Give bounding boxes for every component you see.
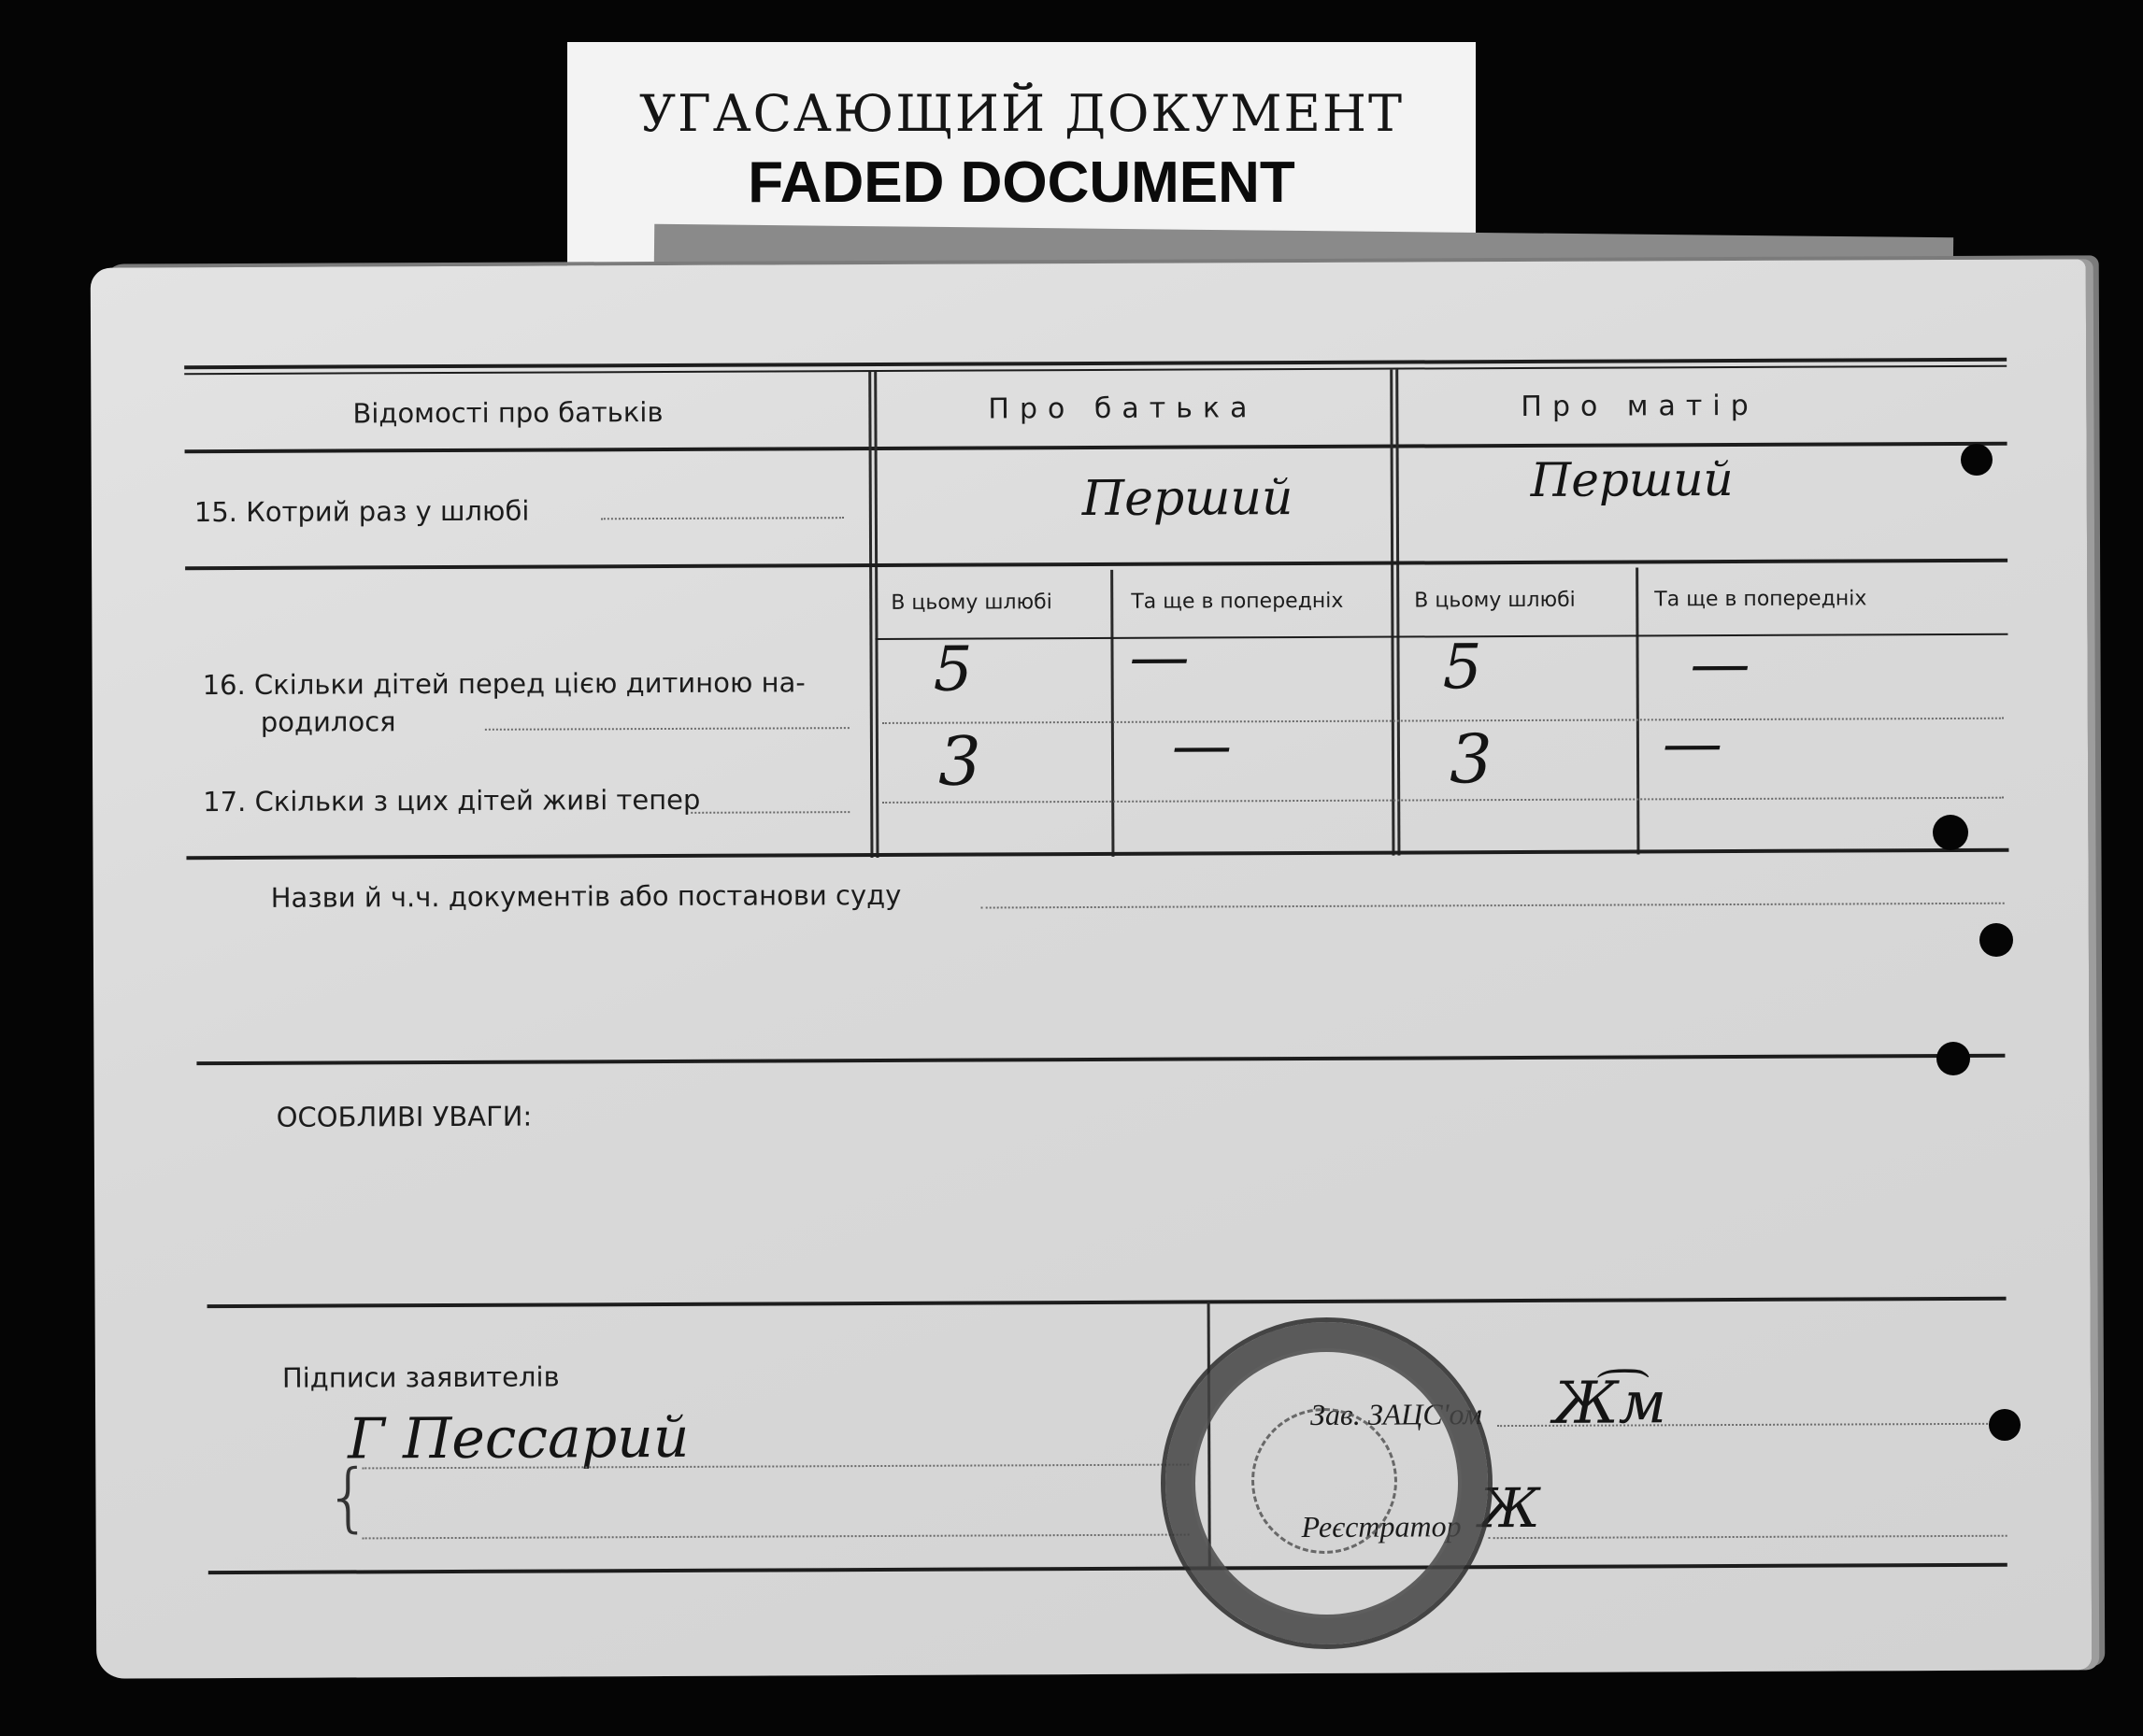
header-mother: Про матір: [1521, 389, 1759, 423]
punch-hole-5: [1989, 1409, 2021, 1441]
row16-dots: [485, 727, 850, 731]
header-parents-info: Відомості про батьків: [352, 395, 664, 430]
col-separator-2b: [1395, 370, 1400, 856]
row17-bottom-rule: [186, 848, 2008, 861]
label-russian: УГАСАЮЩИЙ ДОКУМЕНТ: [638, 84, 1405, 143]
row17-dots: [691, 811, 850, 814]
label-english: FADED DOCUMENT: [748, 150, 1295, 215]
signature-dots-2: [363, 1534, 1190, 1540]
punch-hole-2: [1933, 815, 1968, 850]
row15-dots: [601, 517, 844, 519]
notes-label: ОСОБЛИВІ УВАГИ:: [276, 1100, 533, 1133]
documents-label: Назви й ч.ч. документів або постанови суду: [270, 878, 902, 914]
sub-father-this: В цьому шлюбі: [891, 591, 1052, 615]
header-bottom-rule: [185, 442, 2007, 454]
form-page: [91, 259, 2093, 1678]
documents-bottom-rule: [196, 1054, 2005, 1065]
registrar-signature: Ж: [1479, 1475, 1540, 1541]
row15-bottom-rule: [185, 559, 2007, 571]
subheader-bottom-rule: [875, 633, 2007, 640]
row17-father-prev: —: [1171, 711, 1233, 781]
row15-mother-value: Перший: [1530, 451, 1734, 507]
punch-hole-4: [1936, 1042, 1970, 1075]
signatures-label: Підписи заявителів: [281, 1360, 560, 1394]
registrar-dots: [1489, 1535, 2007, 1539]
row16-value-dots: [882, 718, 2004, 724]
row17-value-dots: [882, 797, 2004, 804]
col-separator-mother-sub: [1636, 567, 1639, 854]
official-stamp: [1161, 1317, 1493, 1649]
brace-mark: {: [324, 1453, 373, 1541]
row17-label: 17. Скільки з цих дітей живі тепер: [203, 783, 701, 818]
stamp-inner-ring: [1251, 1408, 1397, 1554]
row15-label: 15. Котрий раз у шлюбі: [193, 494, 530, 529]
col-separator-1b: [874, 372, 879, 858]
row17-mother-prev: —: [1662, 709, 1723, 779]
punch-hole-3: [1979, 923, 2013, 957]
row17-father-this: 3: [937, 721, 982, 801]
punch-hole-1: [1961, 444, 1993, 476]
registrar-label: Реєстратор: [1301, 1509, 1462, 1544]
sub-mother-prev: Та ще в попередніх: [1654, 587, 1867, 612]
row16-father-prev: —: [1129, 622, 1190, 692]
head-label: Зав. ЗАЦС'ом: [1310, 1397, 1482, 1431]
row16-label-line2: родилося: [260, 705, 396, 738]
col-separator-father-sub: [1110, 570, 1114, 857]
head-signature: Ж͡м: [1552, 1368, 1667, 1437]
col-separator-1: [868, 372, 873, 858]
row16-father-this: 5: [933, 633, 973, 705]
row17-mother-this: 3: [1449, 719, 1493, 799]
row16-mother-this: 5: [1442, 631, 1482, 704]
col-separator-2: [1390, 370, 1394, 856]
sub-father-prev: Та ще в попередніх: [1131, 589, 1344, 614]
row15-father-value: Перший: [1081, 470, 1293, 528]
notes-bottom-rule: [207, 1297, 2007, 1308]
row16-label-line1: 16. Скільки дітей перед цією дитиною на-: [202, 666, 806, 702]
bottom-rule: [208, 1563, 2007, 1574]
sub-mother-this: В цьому шлюбі: [1414, 588, 1576, 613]
documents-dots: [981, 903, 2005, 909]
row16-mother-prev: —: [1690, 629, 1750, 700]
header-father: Про батька: [988, 391, 1258, 426]
applicant-signature: Г Пессарий: [348, 1404, 690, 1473]
